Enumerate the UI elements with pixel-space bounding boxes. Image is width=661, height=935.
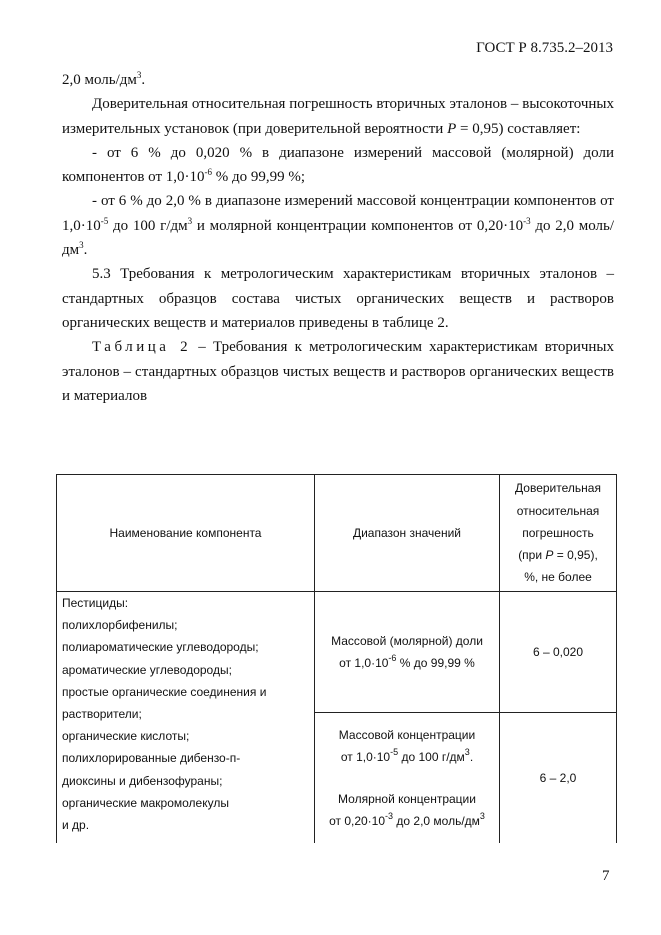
table-header-row bbox=[57, 475, 617, 592]
table-caption: Таблица 2 – Требования к метрологическим характеристикам вторичных эталонов – стандартных образцов чистых веществ и растворов органических веществ и материалов bbox=[62, 339, 615, 404]
paragraph-confidence-error: Доверительная относительная погрешность вторичных эталонов – высокоточных измерительных установок (при доверительной вероятности P = 0,95) составляет: bbox=[62, 96, 614, 137]
list-item: органические макромолекулы bbox=[62, 795, 229, 810]
page-number: 7 bbox=[602, 868, 610, 884]
list-item: ароматические углеводороды; bbox=[62, 662, 232, 677]
list-item: диоксины и дибензофураны; bbox=[62, 773, 223, 788]
list-item: полихлорбифенилы; bbox=[62, 618, 178, 633]
component-list bbox=[57, 592, 315, 844]
error-mass-fraction: 6 – 0,020 bbox=[500, 592, 617, 713]
body-text bbox=[62, 68, 614, 408]
list-item: полиароматические углеводороды; bbox=[62, 640, 259, 655]
range-mass-fraction: Массовой (молярной) доли от $1,0\cdot 10^{-6}$ % до 99,99 % bbox=[315, 592, 500, 713]
table-row bbox=[57, 592, 617, 713]
list-item: полихлорированные дибензо-п- bbox=[62, 751, 241, 766]
table-caption-label: Таблица 2 bbox=[92, 339, 192, 356]
list-item: простые органические соединения и bbox=[62, 684, 267, 699]
list-item: органические кислоты; bbox=[62, 729, 190, 744]
list-item: и др. bbox=[62, 818, 90, 833]
error-concentration: 6 – 2,0 bbox=[500, 713, 617, 844]
list-item: Пестициды: bbox=[62, 596, 129, 610]
header-value-range: Диапазон значений bbox=[315, 475, 500, 592]
range-concentration: Массовой концентрации от $1,0\cdot 10^{-5}$ до 100 $г/дм^3$. Молярной концентрации от $0,20\cdot 10^{-3}$ до 2,0 моль/$дм^3$ bbox=[315, 713, 500, 844]
requirements-table bbox=[56, 474, 617, 843]
bullet-mass-fraction: - от 6 % до 0,020 % в диапазоне измерений массовой (молярной) доли компонентов от $1,0\cdot 10^{-6}$ % до 99,99 %; bbox=[62, 144, 614, 186]
document-header: ГОСТ Р 8.735.2–2013 bbox=[476, 40, 613, 56]
list-item: растворители; bbox=[62, 707, 142, 722]
paragraph-continuation: 2,0 моль/$дм^3$. bbox=[62, 70, 146, 88]
bullet-concentration: - от 6 % до 2,0 % в диапазоне измерений массовой концентрации компонентов от $1,0\cdot 10^{-5}$ до 100 $г/дм^3$ и молярной концентрации компонентов от $0,20\cdot 10^{-3}$ до 2,0 моль/$дм^3$. bbox=[62, 193, 615, 259]
header-error: Доверительная относительная погрешность (при P = 0,95), %, не более bbox=[500, 475, 617, 592]
paragraph-section-5-3: 5.3 Требования к метрологическим характеристикам вторичных эталонов – стандартных образцов состава чистых органических веществ и растворов органических веществ и материалов приведены в таблице 2. bbox=[62, 266, 614, 331]
header-component-name: Наименование компонента bbox=[57, 475, 315, 592]
